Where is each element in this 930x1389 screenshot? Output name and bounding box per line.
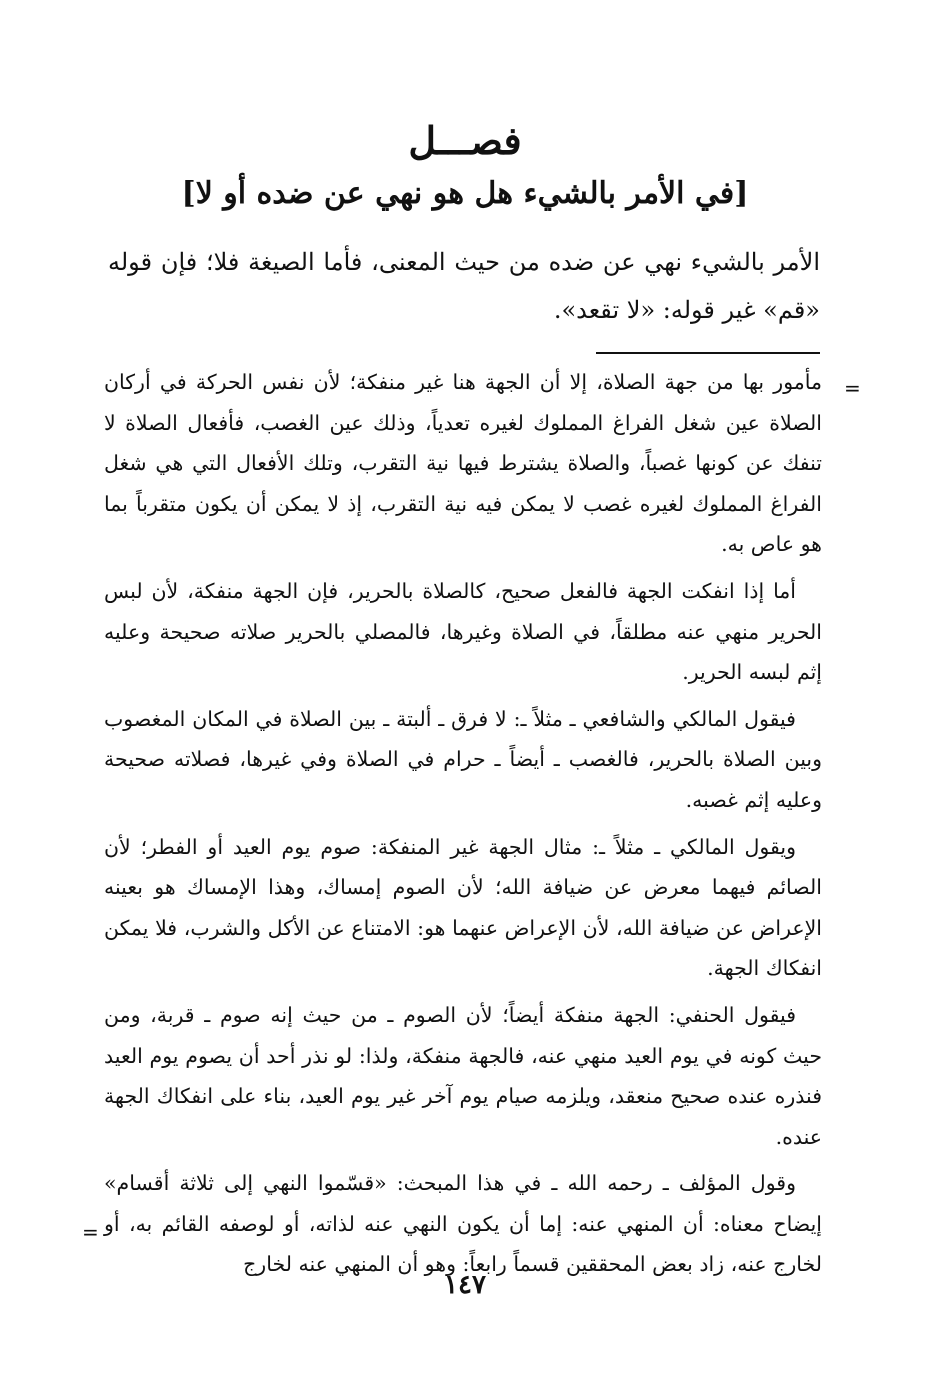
continuation-mark-top: = <box>844 376 861 400</box>
chapter-heading: فصـــل <box>408 118 522 163</box>
footnote-paragraph: فيقول المالكي والشافعي ـ مثلاً ـ: لا فرق ـ ألبتة ـ بين الصلاة في المكان المغصوب وبين الصلاة بالحرير، فالغصب ـ أيضاً ـ حرام في الصلاة وفي غيرها، فصلاته صحيحة وعليه إثم غصبه. <box>104 706 822 812</box>
main-text: الأمر بالشيء نهي عن ضده من حيث المعنى، فأما الصيغة فلا؛ فإن قوله «قم» غير قوله: «لا تقعد». <box>108 248 820 324</box>
footnote-paragraph: أما إذا انفكت الجهة فالفعل صحيح، كالصلاة بالحرير، فإن الجهة منفكة، لأن لبس الحرير منهي عنه مطلقاً، في الصلاة وغيرها، فالمصلي بالحرير صلاته صحيحة وعليه إثم لبسه الحرير. <box>104 578 822 685</box>
footnote-separator <box>596 352 820 354</box>
page-number: ١٤٧ <box>444 1270 486 1300</box>
footnote-paragraph: وقول المؤلف ـ رحمه الله ـ في هذا المبحث: «قسّموا النهي إلى ثلاثة أقسام» إيضاح معناه: أن المنهي عنه: إما أن يكون النهي عنه لذاته، أو لوصفه القائم به، أو لخارج عنه، زاد بعض المحققين قسماً رابعاً: وهو أن المنهي عنه لخارج <box>104 1171 822 1277</box>
footnote-paragraph: فيقول الحنفي: الجهة منفكة أيضاً؛ لأن الصوم ـ من حيث إنه صوم ـ قربة، ومن حيث كونه في يوم العيد منهي عنه، فالجهة منفكة، ولذا: لو نذر أحد أن يصوم يوم العيد فنذره عنده صحيح منعقد، ويلزمه صيام يوم آخر غير يوم العيد، بناء على انفكاك الجهة عنده. <box>104 1002 822 1149</box>
footnote-paragraph: مأمور بها من جهة الصلاة، إلا أن الجهة هنا غير منفكة؛ لأن نفس الحركة في أركان الصلاة عين شغل الفراغ المملوك لغيره تعدياً، وذلك عين الغصب، فأفعال الصلاة لا تنفك عن كونها غصباً، والصلاة يشترط فيها نية التقرب، وتلك الأفعال التي هي شغل الفراغ المملوك لغيره غصب لا يمكن فيه نية التقرب، إذ لا يمكن أن يكون متقرباً بما هو عاص به. <box>104 370 822 557</box>
footnotes <box>104 362 822 1291</box>
chapter-subtitle: [في الأمر بالشيء هل هو نهي عن ضده أو لا] <box>181 176 749 211</box>
footnote-paragraph: ويقول المالكي ـ مثلاً ـ: مثال الجهة غير المنفكة: صوم يوم العيد أو الفطر؛ لأن الصائم فيهما معرض عن ضيافة الله؛ لأن الصوم إمساك، وهذا الإمساك هو بعينه الإعراض عن ضيافة الله، لأن الإعراض عنهما هو: الامتناع عن الأكل والشرب، فلا يمكن انفكاك الجهة. <box>104 834 822 981</box>
continuation-mark-bottom: = <box>82 1220 99 1244</box>
